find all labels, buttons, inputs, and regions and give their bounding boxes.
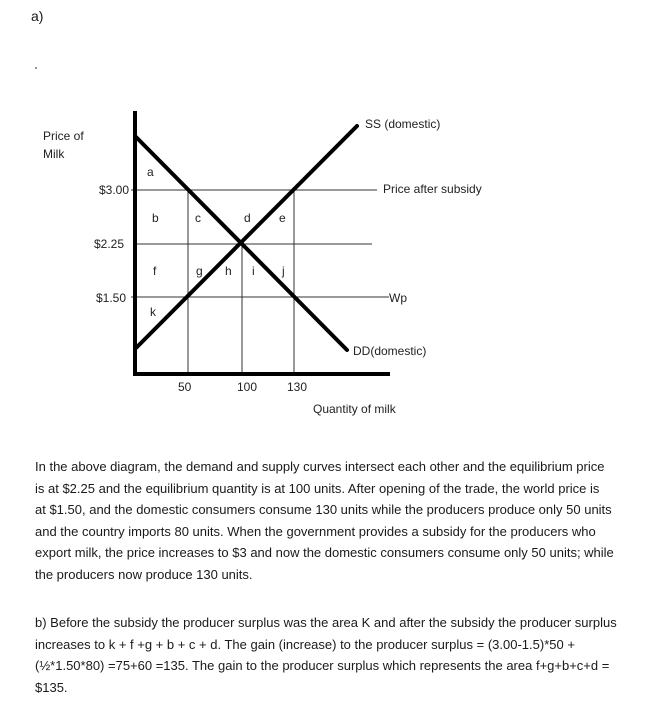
quantity-tick-label: 100 xyxy=(237,380,258,394)
section-a-label: a) xyxy=(31,8,44,24)
area-label-j: j xyxy=(282,264,285,278)
text-line: In the above diagram, the demand and supply curves intersect each other and the equilibrium price xyxy=(35,459,605,474)
text-line: and the country imports 80 units. When the government provides a subsidy for the producers who xyxy=(35,523,596,539)
area-label-f: f xyxy=(153,264,157,278)
area-label-d: d xyxy=(244,211,251,225)
y-axis-label: Price of xyxy=(43,129,84,143)
answer-b-paragraph xyxy=(35,612,617,698)
area-label-a: a xyxy=(147,165,154,179)
area-label-g: g xyxy=(196,264,203,278)
area-label-k: k xyxy=(150,305,156,319)
supply-curve xyxy=(136,126,357,348)
quantity-tick-label: 130 xyxy=(287,380,308,394)
explanation-paragraph xyxy=(35,456,614,586)
demand-label: DD(domestic) xyxy=(353,344,427,358)
area-label-h: h xyxy=(225,264,232,278)
text-line: export milk, the price increases to $3 and now the domestic consumers consume only 50 units; while xyxy=(35,545,614,561)
area-label-b: b xyxy=(152,211,159,225)
text-line: at $1.50, and the domestic consumers consume 130 units while the producers produce only 50 units xyxy=(35,502,612,518)
text-line: increases to k + f +g + b + c + d. The gain (increase) to the producer surplus = (3.00-1.5)*50 + xyxy=(35,636,575,652)
text-line: $135. xyxy=(35,679,68,695)
price-tick-label: $3.00 xyxy=(99,183,130,197)
quantity-tick-label: 50 xyxy=(178,380,192,394)
text-line: the producers now produce 130 units. xyxy=(35,566,253,582)
x-axis-label: Quantity of milk xyxy=(313,402,396,416)
price-tick-label: $1.50 xyxy=(96,291,127,305)
text-line: (½*1.50*80) =75+60 =135. The gain to the producer surplus which represents the area f+g+b+c+d = xyxy=(35,658,610,674)
supply-label: SS (domestic) xyxy=(365,117,441,131)
area-label-e: e xyxy=(279,211,286,225)
y-axis-label-2: Milk xyxy=(43,147,65,161)
text-line: is at $2.25 and the equilibrium quantity is at 100 units. After opening of the trade, the world price is xyxy=(35,480,600,496)
subsidy-line-label: Price after subsidy xyxy=(383,182,482,196)
text-line: b) Before the subsidy the producer surplus was the area K and after the subsidy the producer surplus xyxy=(35,615,617,630)
area-label-i: i xyxy=(252,264,255,278)
price-tick-label: $2.25 xyxy=(94,237,125,251)
world-price-label: Wp xyxy=(389,291,407,305)
area-label-c: c xyxy=(195,211,201,225)
